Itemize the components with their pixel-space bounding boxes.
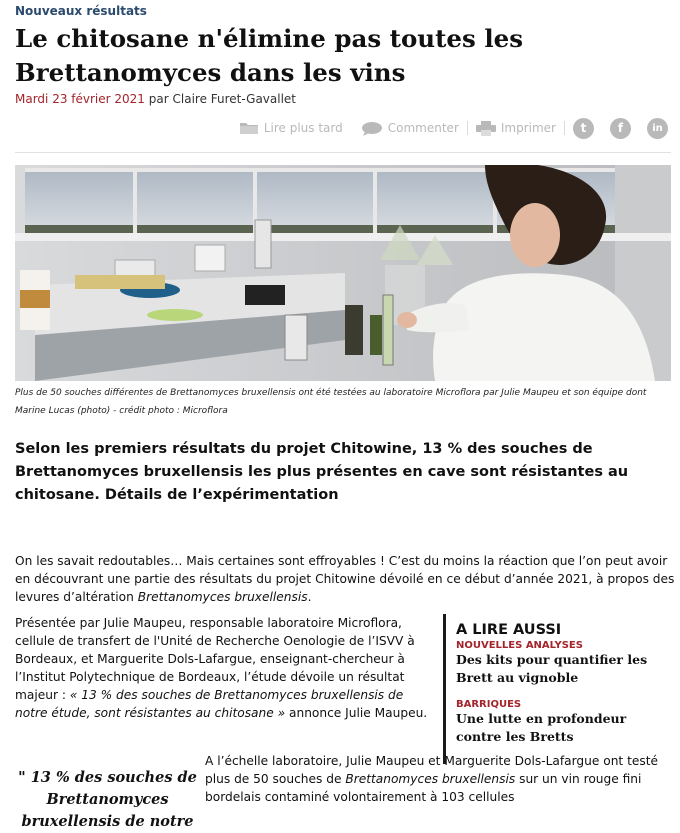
- comment-label: Commenter: [387, 121, 459, 135]
- linkedin-share-button[interactable]: [647, 118, 668, 139]
- read-later-button[interactable]: [239, 121, 343, 135]
- toolbar-divider: [467, 121, 468, 135]
- photo-caption: Plus de 50 souches différentes de Brettanomyces bruxellensis ont été testées au laboratoire Microflora par Julie Maupeu et son équipe dont Marine Lucas (photo) - crédit photo : Microflora: [15, 388, 647, 416]
- article-headline: Le chitosane n'élimine pas toutes les Brettanomyces dans les vins: [15, 24, 524, 87]
- folder-icon: [239, 121, 259, 135]
- read-also-title: A LIRE AUSSI: [456, 622, 562, 638]
- pull-quote: " 13 % des souches de Brettanomyces bruxellensis de notre: [18, 769, 197, 830]
- article-toolbar: [239, 117, 668, 139]
- paragraph-1-text: On les savait redoutables… Mais certaines sont effroyables ! C’est du moins la réaction que l’on peut avoir en découvrant une partie des résultats du projet Chitowine dévoilé en ce début d’année 2021, à propos des levures d’altération: [15, 554, 675, 604]
- print-button[interactable]: [476, 121, 556, 136]
- print-label: Imprimer: [500, 121, 556, 135]
- facebook-share-button[interactable]: [610, 118, 631, 139]
- twitter-share-button[interactable]: [573, 118, 594, 139]
- paragraph-2-end: annonce Julie Maupeu.: [285, 706, 428, 720]
- paragraph-3-text: A l’échelle laboratoire, Julie Maupeu et Marguerite Dols-Lafargue ont testé plus de 50 souches de: [205, 754, 658, 786]
- author-name[interactable]: Claire Furet-Gavallet: [172, 92, 297, 106]
- byline: [15, 92, 296, 106]
- related-article-link[interactable]: Des kits pour quantifier les Brett au vignoble: [456, 652, 648, 685]
- paragraph-2: [15, 614, 435, 722]
- toolbar-divider: [564, 121, 565, 135]
- comment-button[interactable]: [361, 121, 459, 136]
- paragraph-3-end: sur un vin rouge fini bordelais contaminé volontairement à 103 cellules: [205, 772, 642, 804]
- linkedin-icon: in: [652, 122, 663, 134]
- related-article-link[interactable]: Une lutte en profondeur contre les Bretts: [456, 711, 627, 744]
- facebook-icon: f: [617, 121, 624, 135]
- paragraph-1-end: .: [307, 590, 312, 604]
- kicker: Nouveaux résultats: [15, 4, 147, 18]
- paragraph-1: [15, 552, 675, 606]
- twitter-icon: t: [580, 121, 587, 135]
- byline-prefix: par: [148, 92, 169, 106]
- header-divider: [15, 152, 671, 153]
- paragraph-2-quote: « 13 % des souches de Brettanomyces bruxellensis de notre étude, sont résistantes au chitosane »: [15, 688, 404, 720]
- paragraph-3-species: Brettanomyces bruxellensis: [345, 772, 516, 786]
- related-article-tag: NOUVELLES ANALYSES: [456, 640, 583, 651]
- publication-date: Mardi 23 février 2021: [15, 92, 145, 106]
- read-also-box: [443, 614, 663, 764]
- read-later-label: Lire plus tard: [263, 121, 343, 135]
- paragraph-3: [205, 752, 675, 806]
- paragraph-1-species: Brettanomyces bruxellensis: [137, 590, 308, 604]
- paragraph-2-text: Présentée par Julie Maupeu, responsable laboratoire Microflora, cellule de transfert de l'Unité de Recherche Oenologie de l’ISVV à Bordeaux, et Marguerite Dols-Lafargue, enseignant-chercheur à l’Institut Polytechnique de Bordeaux, l’étude dévoile un résultat majeur :: [15, 616, 415, 702]
- printer-icon: [476, 121, 496, 136]
- related-article-tag: BARRIQUES: [456, 699, 522, 710]
- article-photo[interactable]: [15, 165, 671, 381]
- article-lede: Selon les premiers résultats du projet Chitowine, 13 % des souches de Brettanomyces bruxellensis les plus présentes en cave sont résistantes au chitosane. Détails de l’expérimentation: [15, 441, 629, 503]
- speech-bubble-icon: [361, 121, 383, 136]
